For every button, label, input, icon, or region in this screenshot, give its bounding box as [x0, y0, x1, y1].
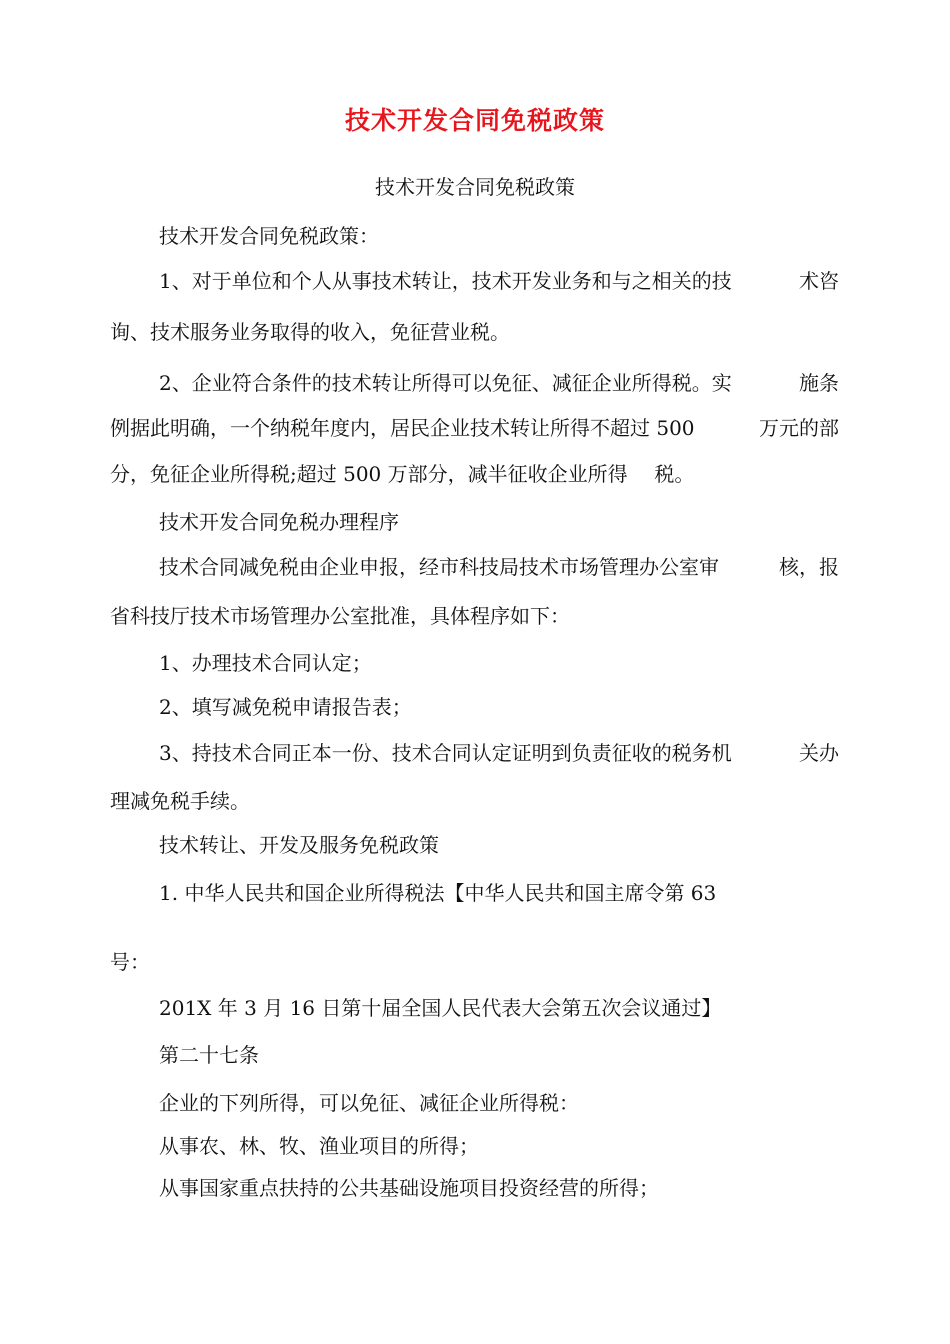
text-segment: 技术合同减免税由企业申报，经市科技局技术市场管理办公室审 [159, 555, 719, 579]
text-segment: 税。 [654, 462, 695, 486]
text-segment: 2、企业符合条件的技术转让所得可以免征、减征企业所得税。实 [159, 371, 732, 395]
text-segment: 施条 [799, 371, 839, 395]
paragraph-line: 号： [110, 950, 150, 974]
paragraph-line: 理减免税手续。 [110, 789, 250, 813]
text-segment: 3、持技术合同正本一份、技术合同认定证明到负责征收的税务机 [159, 741, 732, 765]
text-segment: 核，报 [779, 555, 839, 579]
paragraph-line [159, 267, 839, 295]
text-segment: 分，免征企业所得税;超过 500 万部分，减半征收企业所得 [110, 462, 628, 486]
paragraph-line [110, 460, 694, 488]
paragraph-line: 1. 中华人民共和国企业所得税法【中华人民共和国主席令第 63 [159, 881, 717, 905]
list-item: 1、办理技术合同认定； [159, 651, 372, 675]
paragraph-line: 省科技厅技术市场管理办公室批准，具体程序如下： [110, 604, 570, 628]
paragraph-line: 201X 年 3 月 16 日第十届全国人民代表大会第五次会议通过】 [159, 996, 722, 1020]
paragraph-line: 询、技术服务业务取得的收入，免征营业税。 [110, 320, 510, 344]
text-segment: 关办 [799, 741, 839, 765]
section-heading-exemption: 技术转让、开发及服务免税政策 [159, 833, 439, 857]
paragraph-heading-policy: 技术开发合同免税政策： [159, 224, 379, 248]
text-segment: 术咨 [799, 269, 839, 293]
document-subtitle: 技术开发合同免税政策 [375, 175, 575, 199]
text-segment: 1、对于单位和个人从事技术转让，技术开发业务和与之相关的技 [159, 269, 732, 293]
list-item [159, 739, 839, 767]
text-segment: 万元的部 [759, 416, 839, 440]
paragraph-line [110, 414, 839, 442]
article-heading: 第二十七条 [159, 1043, 259, 1067]
document-title: 技术开发合同免税政策 [344, 106, 605, 135]
paragraph-line [159, 369, 839, 397]
list-item: 从事农、林、牧、渔业项目的所得； [159, 1134, 479, 1158]
paragraph-line: 企业的下列所得，可以免征、减征企业所得税： [159, 1091, 579, 1115]
section-heading-procedure: 技术开发合同免税办理程序 [159, 510, 399, 534]
list-item: 从事国家重点扶持的公共基础设施项目投资经营的所得； [159, 1176, 659, 1200]
paragraph-line [159, 553, 839, 581]
list-item: 2、填写减免税申请报告表； [159, 695, 412, 719]
text-segment: 例据此明确，一个纳税年度内，居民企业技术转让所得不超过 500 [110, 416, 695, 440]
